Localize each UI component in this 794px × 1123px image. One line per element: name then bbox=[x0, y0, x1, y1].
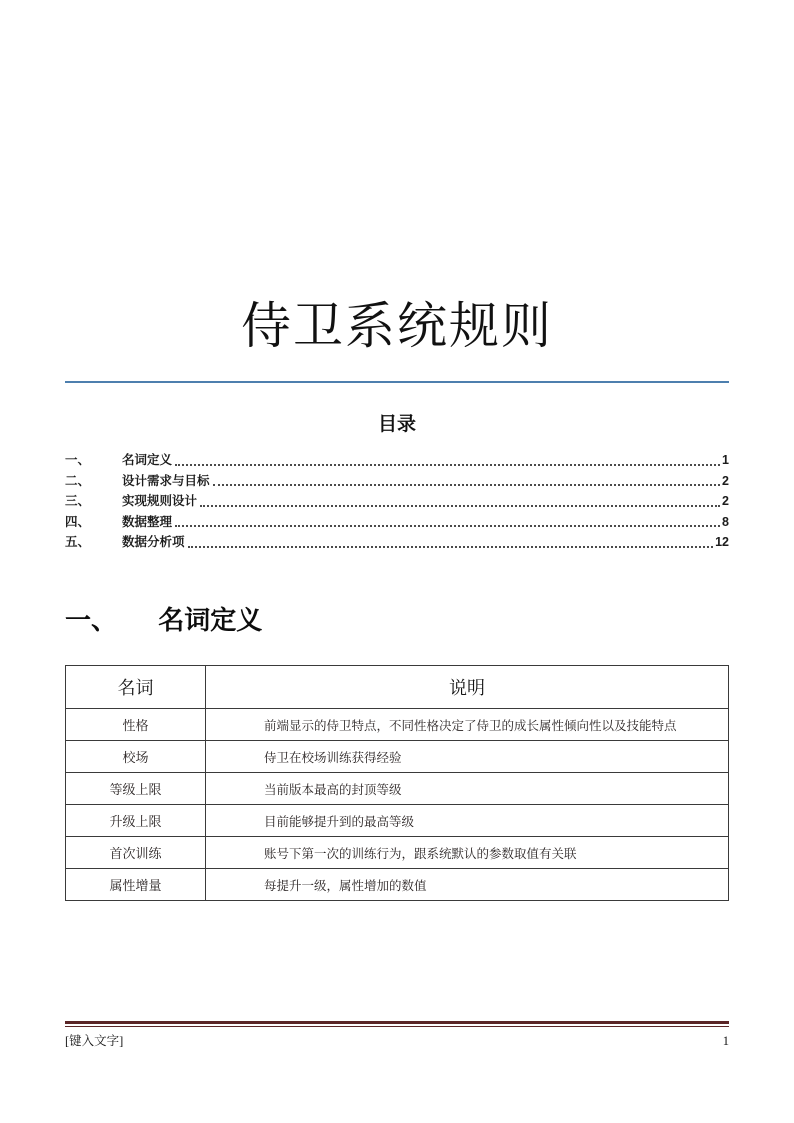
document-title: 侍卫系统规则 bbox=[241, 298, 553, 354]
toc-dot-leader bbox=[175, 464, 720, 466]
toc-entry-page: 12 bbox=[715, 535, 729, 550]
toc-entry-page: 8 bbox=[722, 514, 729, 529]
toc-heading: 目录 bbox=[377, 414, 416, 435]
description-cell: 当前版本最高的封顶等级 bbox=[206, 773, 729, 805]
description-cell: 目前能够提升到的最高等级 bbox=[206, 805, 729, 837]
footer-rule-thin bbox=[65, 1026, 729, 1027]
toc-entry-number: 一、 bbox=[65, 453, 91, 468]
table-of-contents bbox=[65, 448, 729, 551]
term-cell: 属性增量 bbox=[66, 869, 206, 901]
footer-placeholder-text: [键入文字] bbox=[65, 1034, 124, 1048]
toc-entry-label: 名词定义 bbox=[122, 453, 173, 468]
section-number: 一、 bbox=[65, 605, 118, 635]
footer-row bbox=[65, 1031, 729, 1049]
table-header-desc: 说明 bbox=[206, 666, 729, 709]
toc-entry[interactable] bbox=[65, 489, 729, 510]
toc-entry[interactable] bbox=[65, 448, 729, 469]
toc-entry-number: 二、 bbox=[65, 473, 91, 488]
toc-entry-number: 四、 bbox=[65, 514, 91, 529]
table-row bbox=[66, 805, 729, 837]
toc-dot-leader bbox=[175, 525, 720, 527]
table-row bbox=[66, 709, 729, 741]
table-row bbox=[66, 773, 729, 805]
footer-rule-thick bbox=[65, 1021, 729, 1024]
term-cell: 首次训练 bbox=[66, 837, 206, 869]
toc-entry-label: 实现规则设计 bbox=[122, 494, 198, 509]
table-header-term: 名词 bbox=[66, 666, 206, 709]
toc-dot-leader bbox=[213, 484, 721, 486]
toc-entry-number: 五、 bbox=[65, 535, 91, 550]
toc-entry[interactable] bbox=[65, 530, 729, 551]
term-cell: 性格 bbox=[66, 709, 206, 741]
toc-entry-label: 数据分析项 bbox=[122, 535, 185, 550]
toc-entry-number: 三、 bbox=[65, 494, 91, 509]
toc-entry-page: 1 bbox=[722, 453, 729, 468]
table-header-row bbox=[66, 666, 729, 709]
description-cell: 侍卫在校场训练获得经验 bbox=[206, 741, 729, 773]
description-cell: 每提升一级，属性增加的数值 bbox=[206, 869, 729, 901]
term-cell: 升级上限 bbox=[66, 805, 206, 837]
table-row bbox=[66, 741, 729, 773]
toc-entry-page: 2 bbox=[722, 473, 729, 488]
toc-entry-page: 2 bbox=[722, 494, 729, 509]
page-footer bbox=[65, 1021, 729, 1049]
table-row bbox=[66, 869, 729, 901]
term-cell: 等级上限 bbox=[66, 773, 206, 805]
table-row bbox=[66, 837, 729, 869]
title-divider-rule bbox=[65, 381, 729, 383]
toc-dot-leader bbox=[188, 546, 714, 548]
toc-entry[interactable] bbox=[65, 469, 729, 490]
term-cell: 校场 bbox=[66, 741, 206, 773]
toc-entry-label: 设计需求与目标 bbox=[122, 473, 210, 488]
toc-entry[interactable] bbox=[65, 510, 729, 531]
description-cell: 账号下第一次的训练行为，跟系统默认的参数取值有关联 bbox=[206, 837, 729, 869]
definitions-table bbox=[65, 665, 729, 901]
page-number: 1 bbox=[722, 1034, 729, 1048]
toc-dot-leader bbox=[200, 505, 720, 507]
toc-entry-label: 数据整理 bbox=[122, 514, 173, 529]
section-heading bbox=[65, 600, 729, 637]
section-title: 名词定义 bbox=[158, 605, 263, 635]
description-cell: 前端显示的侍卫特点，不同性格决定了侍卫的成长属性倾向性以及技能特点 bbox=[206, 709, 729, 741]
